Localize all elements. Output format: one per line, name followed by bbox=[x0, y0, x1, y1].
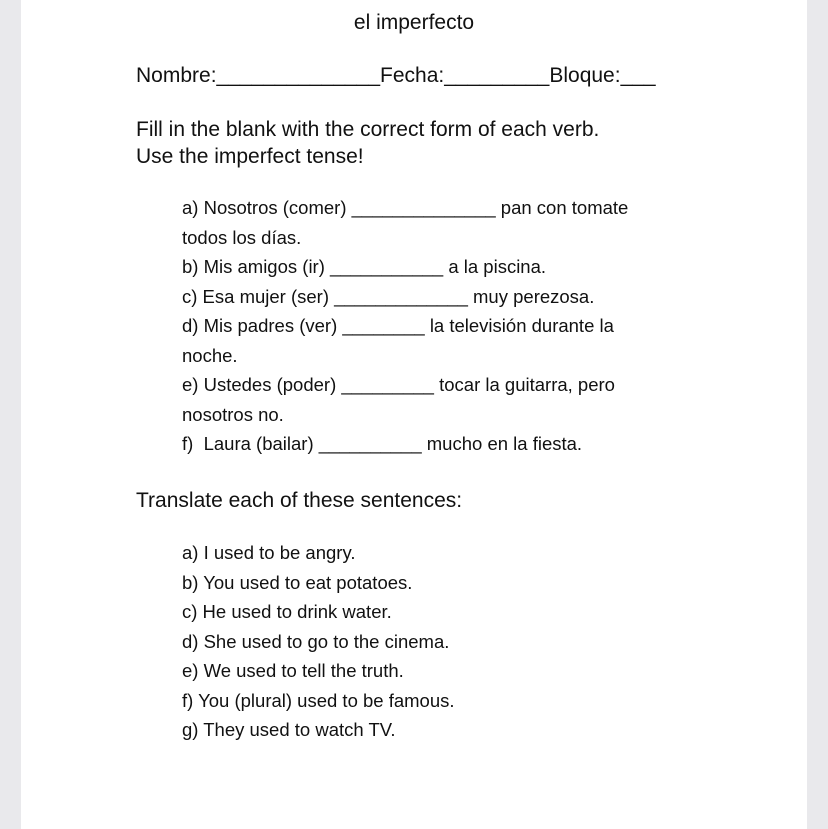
student-info-line: Nombre:______________Fecha:_________Bloque:___ bbox=[136, 64, 656, 87]
translate-item: a) I used to be angry. bbox=[182, 542, 356, 563]
translate-item: f) You (plural) used to be famous. bbox=[182, 689, 455, 711]
worksheet-page bbox=[21, 0, 807, 829]
fill-in-item: a) Nosotros (comer) ______________ pan con tomate bbox=[182, 197, 629, 218]
fill-in-item: c) Esa mujer (ser) _____________ muy perezosa. bbox=[182, 285, 595, 307]
translate-list bbox=[182, 538, 455, 745]
fill-in-item-continued: nosotros no. bbox=[182, 403, 284, 425]
translate-item: e) We used to tell the truth. bbox=[182, 660, 404, 681]
translate-item: d) She used to go to the cinema. bbox=[182, 630, 450, 652]
fill-in-item: d) Mis padres (ver) ________ la televisión durante la bbox=[182, 315, 614, 336]
fill-in-list bbox=[182, 193, 628, 459]
instruction-line: Use the imperfect tense! bbox=[136, 145, 364, 168]
fill-in-item: b) Mis amigos (ir) ___________ a la piscina. bbox=[182, 256, 547, 277]
translate-item: b) You used to eat potatoes. bbox=[182, 571, 413, 593]
instruction-line: Fill in the blank with the correct form of each verb. bbox=[136, 118, 600, 141]
translate-item: c) He used to drink water. bbox=[182, 601, 392, 622]
fill-in-item: e) Ustedes (poder) _________ tocar la guitarra, pero bbox=[182, 374, 615, 395]
fill-in-item-continued: todos los días. bbox=[182, 226, 302, 248]
fill-in-item: f) Laura (bailar) __________ mucho en la fiesta. bbox=[182, 433, 583, 454]
fill-in-instructions bbox=[136, 116, 599, 170]
worksheet-title: el imperfecto bbox=[353, 11, 475, 34]
translate-heading: Translate each of these sentences: bbox=[136, 489, 463, 512]
fill-in-item-continued: noche. bbox=[182, 344, 238, 366]
translate-item: g) They used to watch TV. bbox=[182, 719, 396, 740]
